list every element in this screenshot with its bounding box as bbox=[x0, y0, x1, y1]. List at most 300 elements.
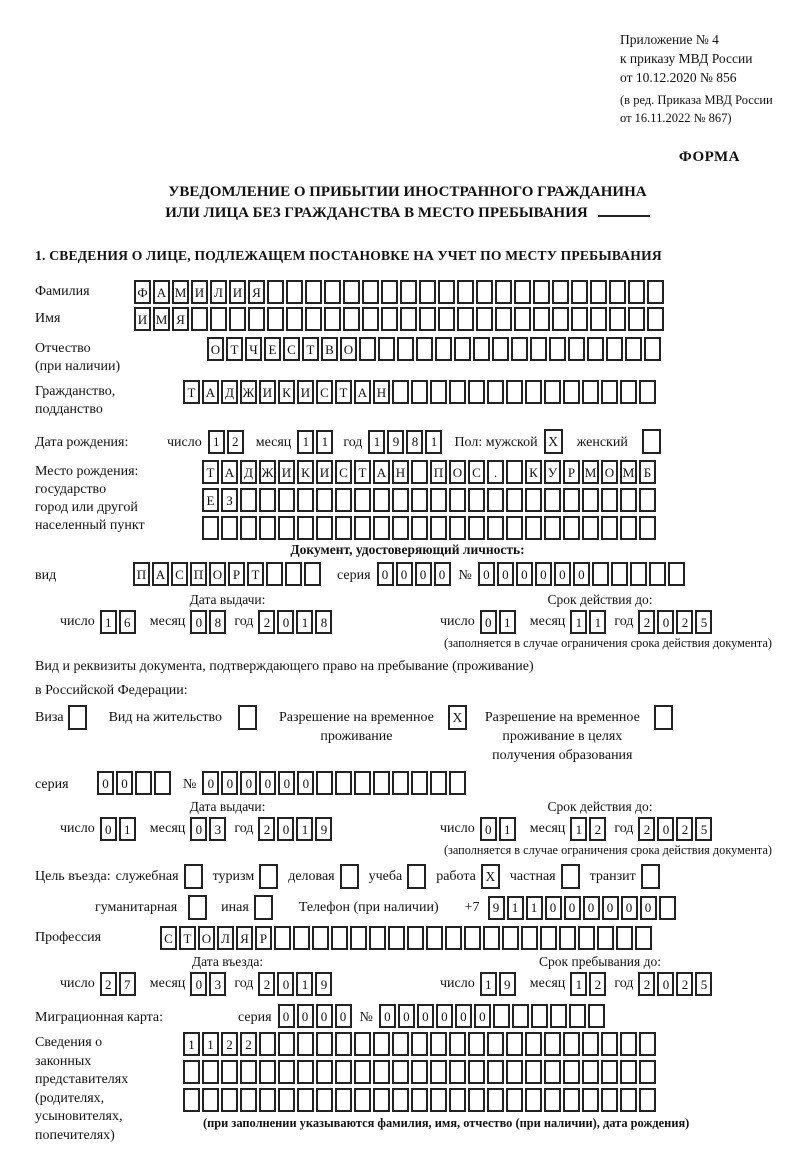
char-cell bbox=[483, 926, 500, 950]
char-cell: В bbox=[321, 337, 338, 361]
char-cell bbox=[274, 926, 291, 950]
stay-until-header: Срок пребывания до: bbox=[539, 954, 661, 969]
char-cell bbox=[324, 307, 341, 331]
birth-place-row-1 bbox=[202, 460, 658, 484]
char-cell: И bbox=[229, 280, 246, 304]
purpose-sluzhebnaya-checkbox bbox=[184, 864, 203, 889]
patronymic-row bbox=[35, 337, 780, 376]
title-line-2: ИЛИ ЛИЦА БЕЗ ГРАЖДАНСТВА В МЕСТО ПРЕБЫВАНИЯ bbox=[165, 205, 588, 221]
char-cell bbox=[331, 926, 348, 950]
char-cell bbox=[473, 337, 490, 361]
char-cell bbox=[286, 280, 303, 304]
residence-label: Вид на жительство bbox=[108, 710, 222, 725]
char-cell: Н bbox=[373, 380, 390, 404]
char-cell: 2 bbox=[676, 817, 693, 841]
char-cell bbox=[248, 307, 265, 331]
birth-place-rows bbox=[202, 460, 658, 540]
char-cell: 0 bbox=[564, 896, 581, 920]
char-cell bbox=[625, 337, 642, 361]
char-cell bbox=[449, 1032, 466, 1056]
char-cell bbox=[582, 516, 599, 540]
char-cell bbox=[464, 926, 481, 950]
char-cell bbox=[525, 1088, 542, 1112]
char-cell bbox=[400, 307, 417, 331]
char-cell bbox=[259, 488, 276, 512]
char-cell bbox=[297, 1060, 314, 1084]
char-cell bbox=[373, 1088, 390, 1112]
char-cell bbox=[571, 280, 588, 304]
char-cell bbox=[514, 307, 531, 331]
char-cell bbox=[392, 771, 409, 795]
char-cell: 0 bbox=[190, 972, 207, 996]
char-cell bbox=[335, 488, 352, 512]
birth-place-block bbox=[35, 460, 780, 540]
char-cell: К bbox=[278, 380, 295, 404]
char-cell bbox=[316, 516, 333, 540]
permit-dates-block bbox=[35, 799, 780, 858]
char-cell: 1 bbox=[100, 610, 117, 634]
purpose-opt-label: служебная bbox=[115, 868, 179, 884]
char-cell bbox=[202, 516, 219, 540]
char-cell bbox=[278, 488, 295, 512]
doc-number-label: № bbox=[458, 567, 472, 583]
char-cell: 0 bbox=[497, 562, 514, 586]
char-cell: Т bbox=[226, 337, 243, 361]
char-cell: 0 bbox=[657, 817, 674, 841]
char-cell bbox=[240, 488, 257, 512]
char-cell bbox=[278, 1032, 295, 1056]
char-cell bbox=[493, 1004, 510, 1028]
char-cell: И bbox=[259, 380, 276, 404]
entry-month-cells bbox=[190, 972, 228, 996]
char-cell: 0 bbox=[277, 610, 294, 634]
representatives-row-3 bbox=[183, 1088, 689, 1112]
char-cell: 9 bbox=[488, 896, 505, 920]
migration-number-cells bbox=[379, 1004, 607, 1028]
char-cell bbox=[316, 1088, 333, 1112]
char-cell bbox=[426, 926, 443, 950]
phone-cells bbox=[488, 896, 678, 920]
char-cell: 0 bbox=[335, 1004, 352, 1028]
char-cell: Р bbox=[255, 926, 272, 950]
permit-intro-2: в Российской Федерации: bbox=[35, 683, 188, 698]
char-cell: О bbox=[449, 460, 466, 484]
char-cell: 0 bbox=[278, 1004, 295, 1028]
char-cell: 0 bbox=[377, 562, 394, 586]
char-cell bbox=[373, 488, 390, 512]
char-cell bbox=[454, 337, 471, 361]
char-cell: 2 bbox=[676, 972, 693, 996]
char-cell: 8 bbox=[209, 610, 226, 634]
char-cell: Т bbox=[202, 460, 219, 484]
char-cell bbox=[601, 488, 618, 512]
char-cell bbox=[343, 280, 360, 304]
char-cell bbox=[601, 1088, 618, 1112]
char-cell: Р bbox=[563, 460, 580, 484]
char-cell bbox=[506, 1088, 523, 1112]
char-cell: Д bbox=[221, 380, 238, 404]
profession-row bbox=[35, 926, 780, 950]
permit-dates-note: (заполняется в случае ограничения срока действия документа) bbox=[443, 843, 772, 857]
phone-prefix: +7 bbox=[464, 899, 480, 915]
char-cell: О bbox=[207, 337, 224, 361]
temp-permit-checkbox: X bbox=[448, 705, 467, 730]
char-cell bbox=[609, 307, 626, 331]
char-cell: 2 bbox=[100, 972, 117, 996]
char-cell bbox=[521, 926, 538, 950]
char-cell bbox=[154, 771, 171, 795]
entry-date-header: Дата въезда: bbox=[191, 954, 264, 969]
char-cell bbox=[430, 380, 447, 404]
char-cell: 1 bbox=[526, 896, 543, 920]
char-cell bbox=[457, 280, 474, 304]
purpose-opt-label: работа bbox=[436, 868, 476, 884]
char-cell bbox=[416, 337, 433, 361]
char-cell: 7 bbox=[119, 972, 136, 996]
char-cell bbox=[514, 280, 531, 304]
char-cell bbox=[400, 280, 417, 304]
title-line-1: УВЕДОМЛЕНИЕ О ПРИБЫТИИ ИНОСТРАННОГО ГРАЖДАНИНА bbox=[168, 184, 647, 200]
char-cell: И bbox=[191, 280, 208, 304]
char-cell: 5 bbox=[695, 972, 712, 996]
char-cell bbox=[457, 307, 474, 331]
year-label: год bbox=[234, 976, 254, 991]
doc-valid-year bbox=[638, 610, 714, 634]
char-cell: Е bbox=[264, 337, 281, 361]
char-cell: 2 bbox=[589, 972, 606, 996]
month-label: месяц bbox=[529, 614, 566, 629]
char-cell bbox=[544, 488, 561, 512]
char-cell bbox=[335, 1032, 352, 1056]
char-cell bbox=[487, 1032, 504, 1056]
char-cell bbox=[512, 1004, 529, 1028]
char-cell bbox=[525, 1060, 542, 1084]
char-cell bbox=[647, 280, 664, 304]
migration-card-row bbox=[35, 1004, 780, 1028]
migration-series-cells bbox=[278, 1004, 354, 1028]
char-cell bbox=[531, 1004, 548, 1028]
phone-label: Телефон (при наличии) bbox=[298, 899, 439, 915]
day-label: число bbox=[440, 821, 475, 836]
char-cell bbox=[266, 562, 283, 586]
char-cell: . bbox=[487, 460, 504, 484]
char-cell: 0 bbox=[657, 972, 674, 996]
stay-year-cells bbox=[638, 972, 714, 996]
char-cell bbox=[601, 516, 618, 540]
char-cell bbox=[381, 280, 398, 304]
char-cell bbox=[525, 1032, 542, 1056]
char-cell bbox=[297, 1032, 314, 1056]
char-cell: 9 bbox=[315, 817, 332, 841]
char-cell: И bbox=[297, 380, 314, 404]
char-cell bbox=[259, 1032, 276, 1056]
char-cell: 2 bbox=[638, 610, 655, 634]
char-cell bbox=[411, 380, 428, 404]
char-cell bbox=[305, 307, 322, 331]
profession-label: Профессия bbox=[35, 930, 102, 945]
char-cell: К bbox=[525, 460, 542, 484]
doc-valid-header: Срок действия до: bbox=[547, 592, 653, 607]
char-cell bbox=[438, 280, 455, 304]
char-cell bbox=[533, 280, 550, 304]
purpose-ucheba-checkbox bbox=[407, 864, 426, 889]
migration-number-label: № bbox=[359, 1009, 373, 1025]
name-row bbox=[35, 307, 780, 331]
char-cell: 2 bbox=[638, 817, 655, 841]
char-cell bbox=[552, 280, 569, 304]
char-cell bbox=[533, 307, 550, 331]
char-cell bbox=[620, 1088, 637, 1112]
char-cell: 0 bbox=[434, 562, 451, 586]
char-cell bbox=[639, 1060, 656, 1084]
char-cell bbox=[430, 1088, 447, 1112]
char-cell bbox=[506, 460, 523, 484]
char-cell bbox=[316, 771, 333, 795]
char-cell bbox=[611, 562, 628, 586]
sex-label: Пол: мужской bbox=[454, 435, 538, 450]
entry-day-cells bbox=[100, 972, 138, 996]
char-cell: 0 bbox=[480, 817, 497, 841]
char-cell bbox=[304, 562, 321, 586]
char-cell: 1 bbox=[296, 610, 313, 634]
char-cell bbox=[392, 488, 409, 512]
char-cell: 1 bbox=[570, 972, 587, 996]
char-cell: 1 bbox=[296, 817, 313, 841]
char-cell: 1 bbox=[570, 817, 587, 841]
char-cell: 1 bbox=[507, 896, 524, 920]
char-cell bbox=[135, 771, 152, 795]
char-cell bbox=[183, 1088, 200, 1112]
char-cell bbox=[202, 1060, 219, 1084]
doc-series-cells bbox=[377, 562, 453, 586]
char-cell: 0 bbox=[240, 771, 257, 795]
char-cell: 0 bbox=[455, 1004, 472, 1028]
year-label: год bbox=[234, 821, 254, 836]
char-cell: О bbox=[209, 562, 226, 586]
char-cell: П bbox=[133, 562, 150, 586]
char-cell bbox=[411, 1060, 428, 1084]
char-cell bbox=[511, 337, 528, 361]
char-cell bbox=[492, 337, 509, 361]
appendix-block bbox=[620, 30, 780, 127]
appendix-line: от 10.12.2020 № 856 bbox=[620, 70, 737, 85]
char-cell: 2 bbox=[638, 972, 655, 996]
char-cell bbox=[582, 1060, 599, 1084]
char-cell: 0 bbox=[474, 1004, 491, 1028]
purpose-opt-label: гуманитарная bbox=[95, 899, 178, 915]
char-cell bbox=[229, 307, 246, 331]
char-cell: Ф bbox=[134, 280, 151, 304]
char-cell: 0 bbox=[278, 771, 295, 795]
char-cell bbox=[506, 1032, 523, 1056]
patronymic-cells bbox=[207, 337, 663, 361]
char-cell: 1 bbox=[183, 1032, 200, 1056]
char-cell: З bbox=[221, 488, 238, 512]
char-cell bbox=[354, 771, 371, 795]
year-label: год bbox=[614, 976, 634, 991]
char-cell bbox=[240, 1060, 257, 1084]
char-cell bbox=[430, 516, 447, 540]
migration-series-label: серия bbox=[238, 1009, 272, 1025]
purpose-opt-label: иная bbox=[221, 899, 249, 915]
char-cell bbox=[639, 380, 656, 404]
char-cell bbox=[392, 1060, 409, 1084]
char-cell bbox=[324, 280, 341, 304]
birth-date-row bbox=[35, 429, 780, 454]
char-cell bbox=[476, 280, 493, 304]
char-cell bbox=[487, 488, 504, 512]
char-cell bbox=[259, 1088, 276, 1112]
day-label: число bbox=[440, 614, 475, 629]
purpose-turizm-checkbox bbox=[259, 864, 278, 889]
char-cell bbox=[445, 926, 462, 950]
char-cell: 5 bbox=[695, 817, 712, 841]
char-cell bbox=[468, 1032, 485, 1056]
doc-issue-header: Дата выдачи: bbox=[189, 592, 266, 607]
month-label: месяц bbox=[529, 821, 566, 836]
char-cell: 0 bbox=[116, 771, 133, 795]
char-cell bbox=[468, 516, 485, 540]
char-cell bbox=[373, 1060, 390, 1084]
char-cell bbox=[359, 337, 376, 361]
char-cell bbox=[221, 516, 238, 540]
char-cell bbox=[544, 380, 561, 404]
char-cell bbox=[582, 380, 599, 404]
char-cell bbox=[649, 562, 666, 586]
edu-permit-label: Разрешение на временное проживание в целях получения образования bbox=[484, 710, 640, 763]
char-cell: 1 bbox=[570, 610, 587, 634]
char-cell bbox=[438, 307, 455, 331]
sex-female-checkbox bbox=[642, 429, 661, 454]
char-cell bbox=[259, 516, 276, 540]
char-cell: 9 bbox=[387, 430, 404, 454]
page-title bbox=[35, 182, 780, 224]
char-cell: 0 bbox=[480, 610, 497, 634]
sex-female-label: женский bbox=[576, 435, 628, 450]
char-cell: 0 bbox=[516, 562, 533, 586]
char-cell bbox=[495, 307, 512, 331]
char-cell bbox=[449, 1088, 466, 1112]
char-cell: 0 bbox=[583, 896, 600, 920]
appendix-line: Приложение № 4 bbox=[620, 32, 719, 47]
char-cell: П bbox=[190, 562, 207, 586]
char-cell bbox=[373, 516, 390, 540]
char-cell: Ж bbox=[240, 380, 257, 404]
char-cell bbox=[449, 1060, 466, 1084]
char-cell: П bbox=[430, 460, 447, 484]
doc-valid-month bbox=[570, 610, 608, 634]
patronymic-label: Отчество (при наличии) bbox=[35, 341, 121, 374]
purpose-inaya-checkbox bbox=[254, 895, 273, 920]
char-cell bbox=[278, 1060, 295, 1084]
char-cell bbox=[468, 488, 485, 512]
char-cell bbox=[506, 1060, 523, 1084]
char-cell bbox=[335, 771, 352, 795]
char-cell bbox=[582, 488, 599, 512]
char-cell bbox=[487, 1088, 504, 1112]
char-cell bbox=[278, 516, 295, 540]
char-cell: 0 bbox=[621, 896, 638, 920]
char-cell bbox=[369, 926, 386, 950]
char-cell bbox=[639, 1088, 656, 1112]
permit-issue-day bbox=[100, 817, 138, 841]
char-cell: Л bbox=[210, 280, 227, 304]
char-cell bbox=[407, 926, 424, 950]
char-cell: 0 bbox=[415, 562, 432, 586]
permit-valid-month bbox=[570, 817, 608, 841]
char-cell: Т bbox=[179, 926, 196, 950]
char-cell: 0 bbox=[277, 817, 294, 841]
char-cell: А bbox=[202, 380, 219, 404]
char-cell: 0 bbox=[202, 771, 219, 795]
permit-type-row bbox=[35, 705, 780, 765]
char-cell: С bbox=[160, 926, 177, 950]
doc-number-cells bbox=[478, 562, 687, 586]
surname-cells bbox=[134, 280, 666, 304]
citizenship-cells bbox=[183, 380, 658, 404]
char-cell bbox=[285, 562, 302, 586]
permit-valid-year bbox=[638, 817, 714, 841]
doc-type-label: вид bbox=[35, 567, 57, 583]
doc-dates-note: (заполняется в случае ограничения срока действия документа) bbox=[443, 636, 772, 650]
representatives-label: Сведения о законных представителях (родителях, усыновителях, попечителях) bbox=[35, 1035, 129, 1143]
char-cell: 0 bbox=[277, 972, 294, 996]
char-cell: И bbox=[278, 460, 295, 484]
char-cell: 1 bbox=[589, 610, 606, 634]
purpose-opt-label: деловая bbox=[288, 868, 335, 884]
birth-place-row-2 bbox=[202, 488, 658, 512]
char-cell: М bbox=[153, 307, 170, 331]
char-cell: И bbox=[134, 307, 151, 331]
char-cell bbox=[419, 307, 436, 331]
char-cell bbox=[267, 307, 284, 331]
char-cell bbox=[362, 280, 379, 304]
char-cell: И bbox=[316, 460, 333, 484]
char-cell bbox=[350, 926, 367, 950]
char-cell bbox=[354, 488, 371, 512]
char-cell: 1 bbox=[297, 430, 314, 454]
char-cell: 9 bbox=[499, 972, 516, 996]
char-cell bbox=[312, 926, 329, 950]
doc-issue-year bbox=[258, 610, 334, 634]
char-cell bbox=[354, 1088, 371, 1112]
month-label: месяц bbox=[255, 435, 292, 450]
char-cell bbox=[392, 380, 409, 404]
identity-doc-header: Документ, удостоверяющий личность: bbox=[290, 542, 525, 557]
doc-issue-day bbox=[100, 610, 138, 634]
char-cell bbox=[552, 307, 569, 331]
char-cell bbox=[571, 307, 588, 331]
day-label: число bbox=[60, 614, 95, 629]
permit-series-cells bbox=[97, 771, 173, 795]
char-cell bbox=[411, 1088, 428, 1112]
doc-series-label: серия bbox=[337, 567, 371, 583]
char-cell bbox=[240, 1088, 257, 1112]
char-cell: У bbox=[544, 460, 561, 484]
char-cell: Я bbox=[248, 280, 265, 304]
month-label: месяц bbox=[149, 821, 186, 836]
char-cell: Н bbox=[392, 460, 409, 484]
birth-place-label: Место рождения: государство город или другой населенный пункт bbox=[35, 464, 145, 533]
char-cell bbox=[419, 280, 436, 304]
char-cell bbox=[544, 1060, 561, 1084]
visa-checkbox bbox=[68, 705, 87, 730]
stay-month-cells bbox=[570, 972, 608, 996]
char-cell: 0 bbox=[640, 896, 657, 920]
char-cell bbox=[487, 1060, 504, 1084]
char-cell bbox=[435, 337, 452, 361]
char-cell: 0 bbox=[100, 817, 117, 841]
